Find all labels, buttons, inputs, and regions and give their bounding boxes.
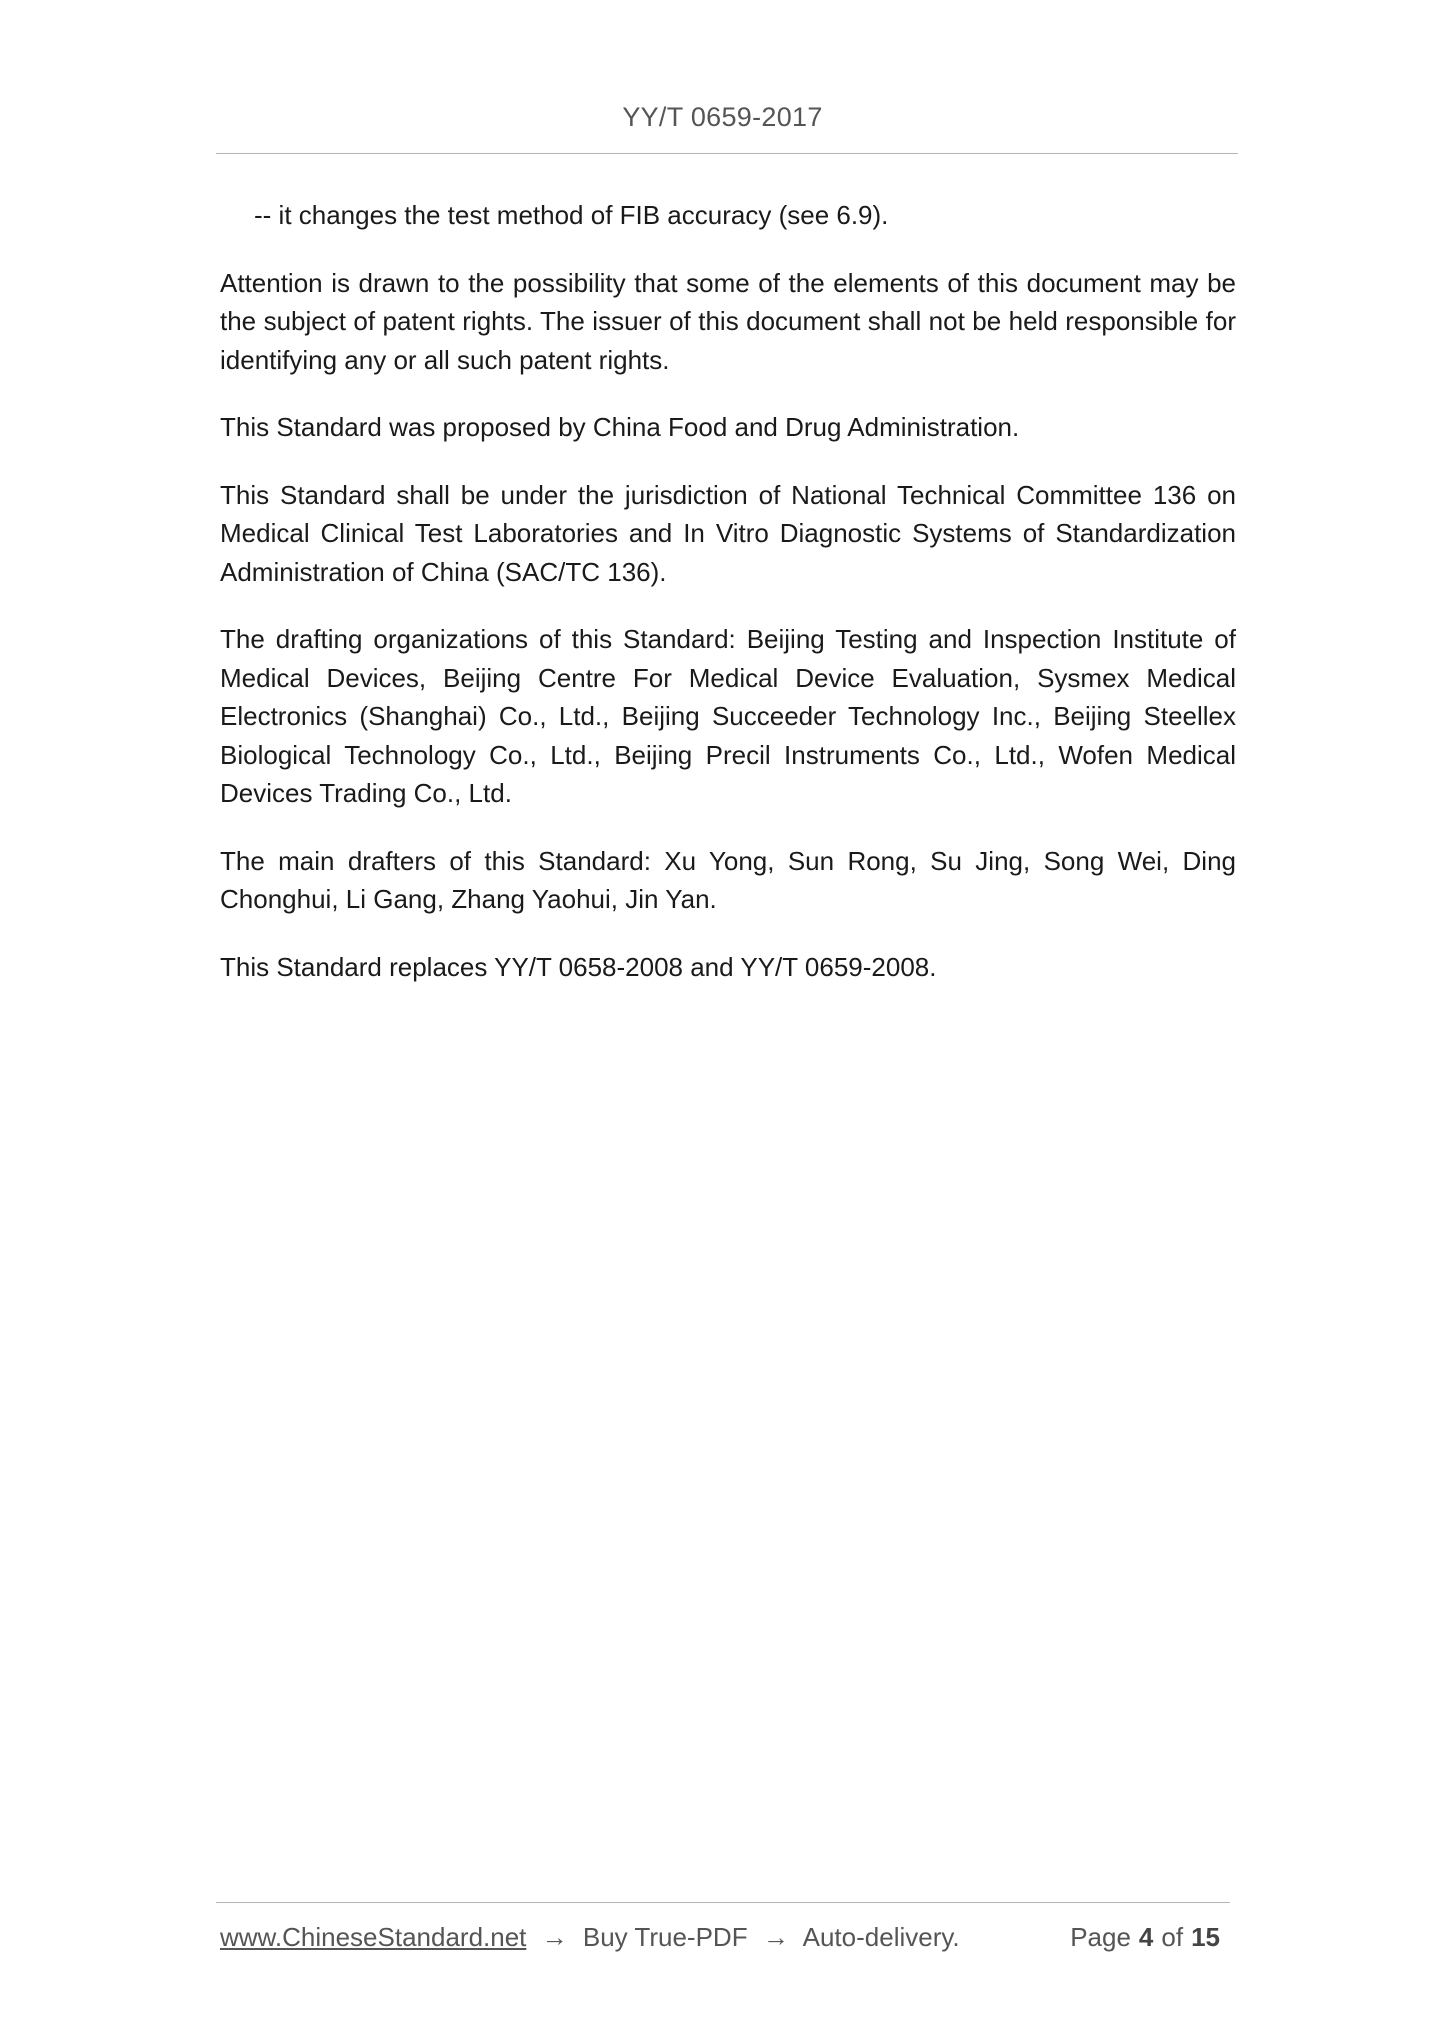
proposer-paragraph: This Standard was proposed by China Food and Drug Administration. <box>220 412 1020 442</box>
main-drafters-paragraph: The main drafters of this Standard: Xu Yong, Sun Rong, Su Jing, Song Wei, Ding Chonghui, Li Gang, Zhang Yaohui, Jin Yan. <box>220 845 1236 914</box>
page-total: 15 <box>1191 1922 1220 1952</box>
drafting-organizations-paragraph: The drafting organizations of this Standard: Beijing Testing and Inspection Institute of Medical Devices, Beijing Centre For Medical Device Evaluation, Sysmex Medical Electronics (Shanghai) Co., Ltd., Beijing Succeeder Technology Inc., Beijing Steellex Biological Technology Co., Ltd., Beijing Precil Instruments Co., Ltd., Wofen Medical Devices Trading Co., Ltd. <box>220 624 1236 808</box>
page-indicator <box>1070 1922 1228 1953</box>
page-footer <box>220 1922 1228 1953</box>
page-label: Page <box>1070 1922 1131 1952</box>
arrow-right-icon: → <box>541 1922 568 1952</box>
document-body <box>220 196 1236 1015</box>
website-link[interactable]: www.ChineseStandard.net <box>220 1922 527 1952</box>
jurisdiction-paragraph: This Standard shall be under the jurisdiction of National Technical Committee 136 on Medical Clinical Test Laboratories and In Vitro Diagnostic Systems of Standardization Administration of China (SAC/TC 136). <box>220 479 1236 587</box>
document-code-header: YY/T 0659-2017 <box>622 102 823 132</box>
header-divider <box>216 153 1238 154</box>
buy-true-pdf-text: Buy True-PDF <box>582 1922 748 1952</box>
auto-delivery-text: Auto-delivery. <box>802 1922 960 1952</box>
replaces-paragraph: This Standard replaces YY/T 0658-2008 and YY/T 0659-2008. <box>220 951 937 982</box>
page-of-label: of <box>1161 1922 1184 1952</box>
patent-notice-paragraph: Attention is drawn to the possibility that some of the elements of this document may be the subject of patent rights. The issuer of this document shall not be held responsible for identifying any or all such patent rights. <box>220 267 1236 375</box>
footer-divider <box>216 1902 1230 1903</box>
arrow-right-icon: → <box>762 1922 789 1952</box>
page-current: 4 <box>1138 1922 1154 1952</box>
change-list-item: -- it changes the test method of FIB accuracy (see 6.9). <box>254 200 889 230</box>
